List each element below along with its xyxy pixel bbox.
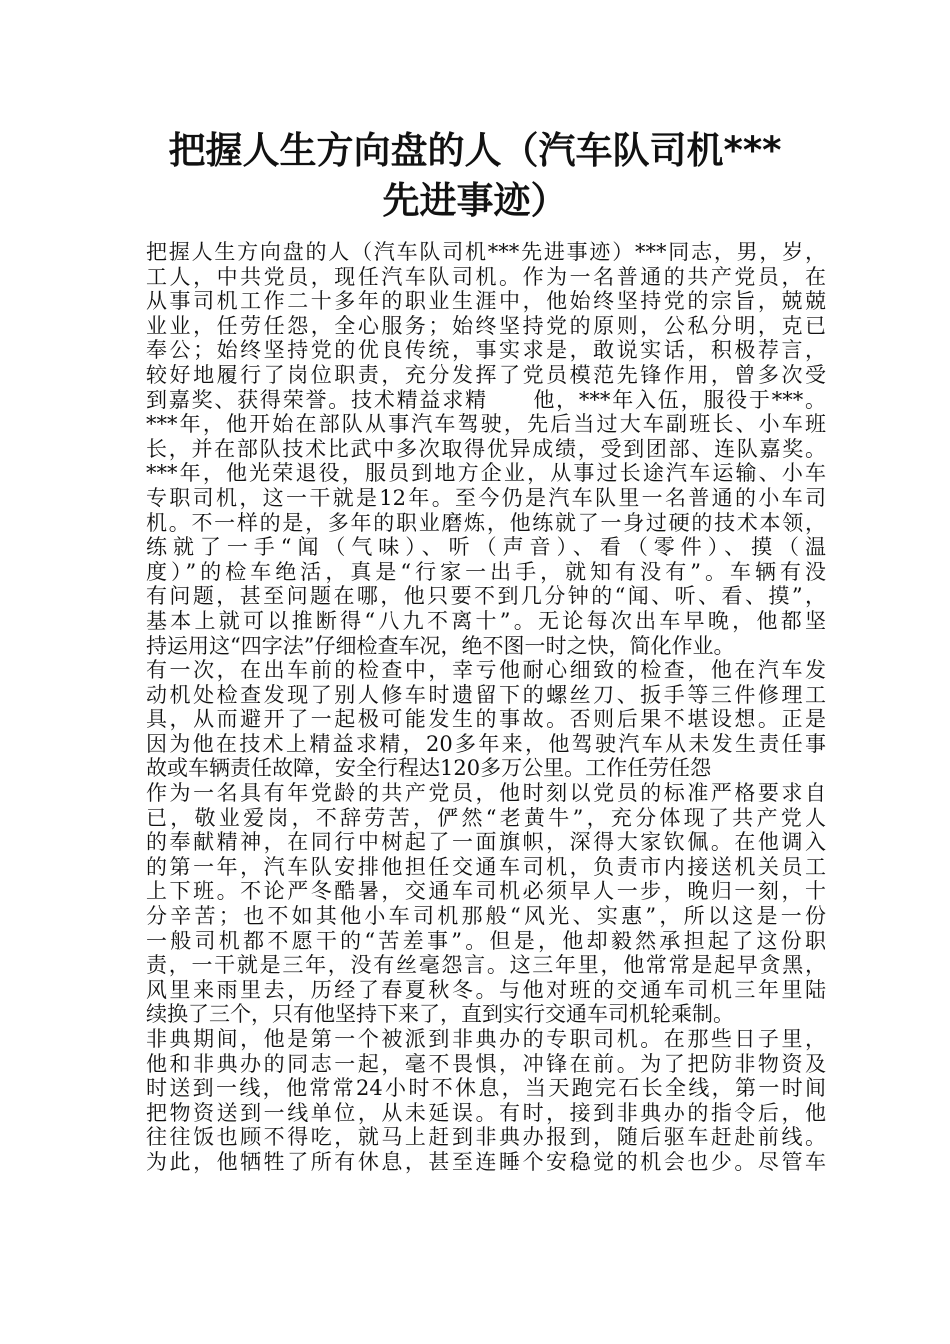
body-line: 有问题，甚至问题在哪，他只要不到几分钟的“闻、听、看、摸”， xyxy=(146,584,826,609)
body-line: 作为一名具有年党龄的共产党员，他时刻以党员的标准严格要求自 xyxy=(146,781,826,806)
body-line: 的奉献精神，在同行中树起了一面旗帜，深得大家钦佩。在他调入 xyxy=(146,830,826,855)
body-line: 奉公；始终坚持党的优良传统，事实求是，敢说实话，积极荐言， xyxy=(146,338,826,363)
body-line: 为此，他牺牲了所有休息，甚至连睡个安稳觉的机会也少。尽管车 xyxy=(146,1149,826,1174)
body-line: 持运用这“四字法”仔细检查车况，绝不图一时之快，简化作业。 xyxy=(146,633,735,658)
body-line: 他和非典办的同志一起，毫不畏惧，冲锋在前。为了把防非物资及 xyxy=(146,1051,826,1076)
document-title xyxy=(120,126,830,226)
body-line: 把握人生方向盘的人（汽车队司机***先进事迹）***同志，男，岁， xyxy=(146,240,826,264)
body-line: ***年，他光荣退役，服员到地方企业，从事过长途汽车运输、小车 xyxy=(146,461,826,486)
body-line: 一般司机都不愿干的“苦差事”。但是，他却毅然承担起了这份职 xyxy=(146,928,826,953)
body-line: 专职司机，这一干就是12年。至今仍是汽车队里一名普通的小车司 xyxy=(146,485,826,510)
title-line: 把握人生方向盘的人（汽车队司机*** xyxy=(168,129,782,172)
body-line: 动机处检查发现了别人修车时遗留下的螺丝刀、扳手等三件修理工 xyxy=(146,682,826,707)
body-line: 非典期间，他是第一个被派到非典办的专职司机。在那些日子里， xyxy=(146,1027,826,1051)
body-line: 责，一干就是三年，没有丝毫怨言。这三年里，他常常是起早贪黑， xyxy=(146,953,826,978)
body-line: 因为他在技术上精益求精，20多年来，他驾驶汽车从未发生责任事 xyxy=(146,731,826,756)
body-line: 有一次，在出车前的检查中，幸亏他耐心细致的检查，他在汽车发 xyxy=(146,658,826,683)
body-line: 业业，任劳任怨，全心服务；始终坚持党的原则，公私分明，克已 xyxy=(146,313,826,338)
body-line: 续换了三个，只有他坚持下来了，直到实行交通车司机轮乘制。 xyxy=(146,1002,734,1027)
body-line: ***年，他开始在部队从事汽车驾驶，先后当过大车副班长、小车班 xyxy=(146,412,826,437)
body-paragraph xyxy=(146,240,826,1175)
body-line: 从事司机工作二十多年的职业生涯中，他始终坚持党的宗旨，兢兢 xyxy=(146,289,826,314)
body-line: 把物资送到一线单位，从未延误。有时，接到非典办的指令后，他 xyxy=(146,1100,826,1125)
body-line: 工人，中共党员，现任汽车队司机。作为一名普通的共产党员，在 xyxy=(146,264,826,289)
body-line: 度）”的检车绝活，真是“行家一出手，就知有没有”。车辆有没 xyxy=(146,559,826,584)
body-line: 长，并在部队技术比武中多次取得优异成绩，受到团部、连队嘉奖。 xyxy=(146,436,826,461)
body-line: 的第一年，汽车队安排他担任交通车司机，负责市内接送机关员工 xyxy=(146,854,826,879)
body-line: 往往饭也顾不得吃，就马上赶到非典办报到，随后驱车赶赴前线。 xyxy=(146,1125,826,1150)
body-line: 基本上就可以推断得“八九不离十”。无论每次出车早晚，他都坚 xyxy=(146,608,826,633)
body-line: 机。不一样的是，多年的职业磨炼，他练就了一身过硬的技术本领， xyxy=(146,510,826,535)
body-line: 上下班。不论严冬酷暑，交通车司机必须早人一步，晚归一刻，十 xyxy=(146,879,826,904)
body-line: 分辛苦；也不如其他小车司机那般“风光、实惠”，所以这是一份 xyxy=(146,904,826,929)
body-line: 已，敬业爱岗，不辞劳苦，俨然“老黄牛”，充分体现了共产党人 xyxy=(146,805,826,830)
body-line: 故或车辆责任故障，安全行程达120多万公里。工作任劳任怨 xyxy=(146,756,712,781)
body-line: 具，从而避开了一起极可能发生的事故。否则后果不堪设想。正是 xyxy=(146,707,826,732)
body-line: 到嘉奖、获得荣誉。技术精益求精 他，***年入伍，服役于***。 xyxy=(146,387,826,412)
body-line: 时送到一线，他常常24小时不休息，当天跑完石长全线，第一时间 xyxy=(146,1076,826,1101)
body-line: 较好地履行了岗位职责，充分发挥了党员模范先锋作用，曾多次受 xyxy=(146,362,826,387)
body-line: 风里来雨里去，历经了春夏秋冬。与他对班的交通车司机三年里陆 xyxy=(146,977,826,1002)
body-line: 练就了一手“闻（气味）、听（声音）、看（零件）、摸（温 xyxy=(146,535,826,560)
title-line: 先进事迹） xyxy=(382,179,568,222)
